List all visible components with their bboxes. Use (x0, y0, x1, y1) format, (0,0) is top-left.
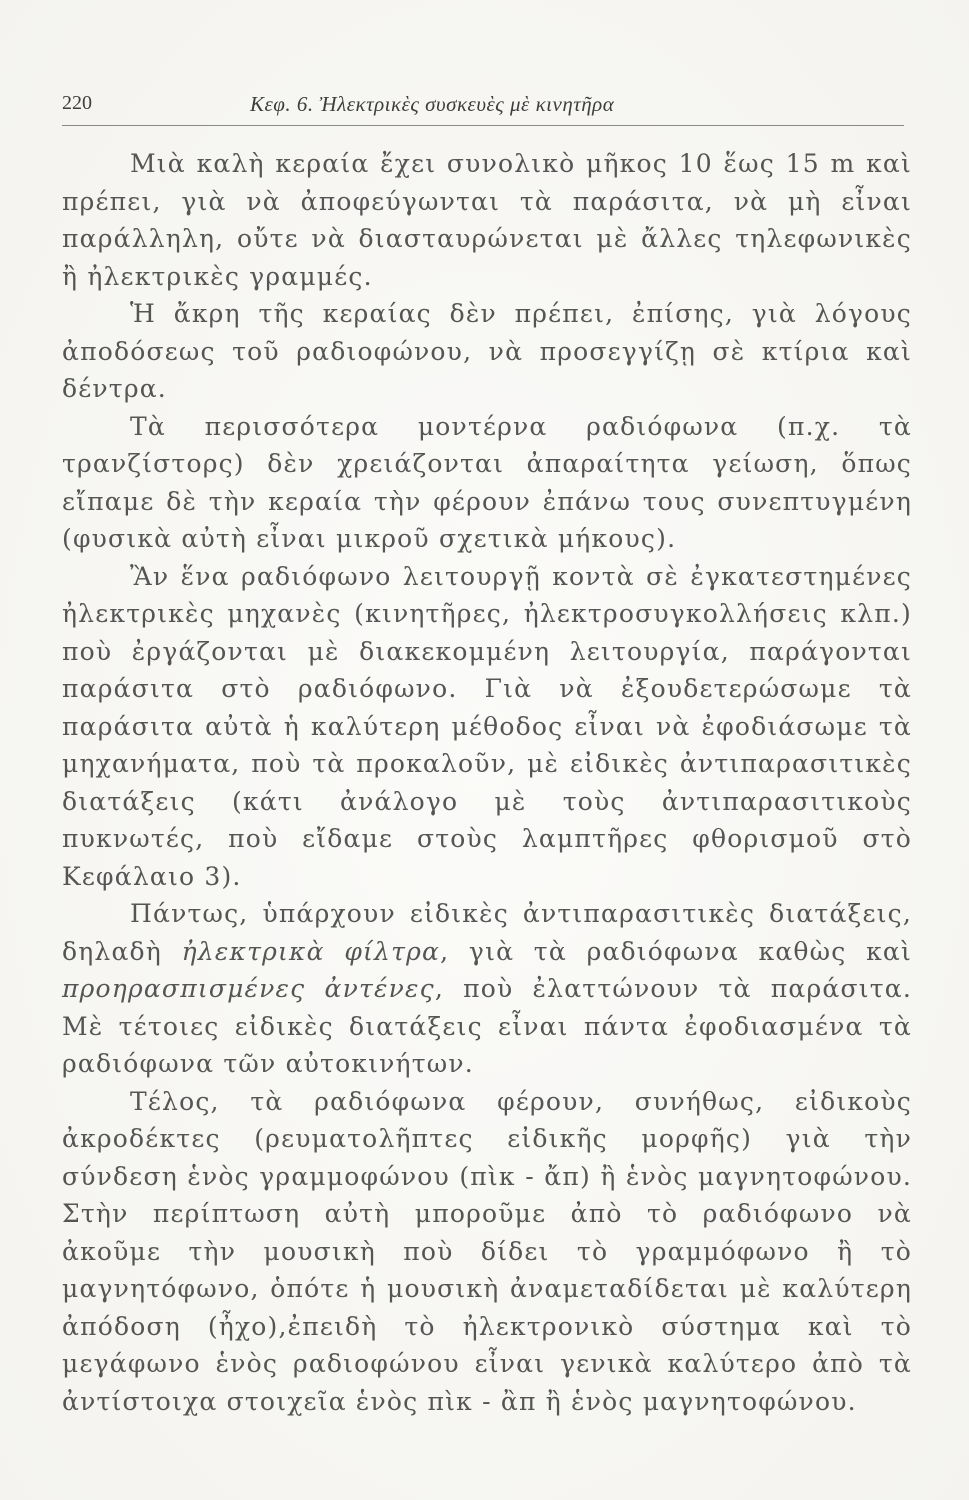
page-number: 220 (62, 92, 92, 114)
header-rule (62, 125, 904, 126)
text-run: Πάντως, ὑπάρχουν εἰδικὲς ἀντιπαρασιτικὲς διατάξεις, δηλαδὴ (62, 899, 912, 966)
emphasis-text: προηρασπισμένες ἀντένες (62, 974, 435, 1003)
paragraph: Ἡ ἄκρη τῆς κεραίας δὲν πρέπει, ἐπίσης, γιὰ λόγους ἀποδόσεως τοῦ ραδιοφώνου, νὰ προσεγγίζῃ σὲ κτίρια καὶ δέντρα. (62, 299, 912, 403)
text-run: , γιὰ τὰ ραδιόφωνα καθὼς καὶ (440, 936, 912, 966)
page-header (62, 92, 910, 124)
paragraph: Ἂν ἕνα ραδιόφωνο λειτουργῇ κοντὰ σὲ ἐγκατεστημένες ἠλεκτρικὲς μηχανὲς (κινητῆρες, ἠλεκτροσυγκολλήσεις κλπ.) ποὺ ἐργάζονται μὲ διακεκομμένη λειτουργία, παράγονται παράσιτα στὸ ραδιόφωνο. Γιὰ νὰ ἐξουδετερώσωμε τὰ παράσιτα αὐτὰ ἡ καλύτερη μέθοδος εἶναι νὰ ἐφοδιάσωμε τὰ μηχανήματα, ποὺ τὰ προκαλοῦν, μὲ εἰδικὲς ἀντιπαρασιτικὲς διατάξεις (κάτι ἀνάλογο μὲ τοὺς ἀντιπαρασιτικοὺς πυκνωτές, ποὺ εἴδαμε στοὺς λαμπτῆρες φθορισμοῦ στὸ Κεφάλαιο 3). (62, 561, 912, 891)
emphasis-text: ἠλεκτρικὰ φίλτρα (181, 936, 441, 966)
paragraph: Τὰ περισσότερα μοντέρνα ραδιόφωνα (π.χ. τὰ τρανζίστορς) δὲν χρειάζονται ἀπαραίτητα γείωση, ὅπως εἴπαμε δὲ τὴν κεραία τὴν φέρουν ἐπάνω τους συνεπτυγμένη (φυσικὰ αὐτὴ εἶναι μικροῦ σχετικὰ μήκους). (62, 411, 912, 553)
text-run: , ποὺ ἐλαττώνουν τὰ παράσιτα. Μὲ τέτοιες εἰδικὲς διατάξεις εἶναι πάντα ἐφοδιασμένα τὰ ραδιόφωνα τῶν αὐτοκινήτων. (62, 974, 912, 1078)
paragraph: Μιὰ καλὴ κεραία ἔχει συνολικὸ μῆκος 10 ἕως 15 m καὶ πρέπει, γιὰ νὰ ἀποφεύγωνται τὰ παράσιτα, νὰ μὴ εἶναι παράλληλη, οὔτε νὰ διασταυρώνεται μὲ ἄλλες τηλεφωνικὲς ἢ ἠλεκτρικὲς γραμμές. (62, 149, 912, 291)
paragraph: Τέλος, τὰ ραδιόφωνα φέρουν, συνήθως, εἰδικοὺς ἀκροδέκτες (ρευματολῆπτες εἰδικῆς μορφῆς) γιὰ τὴν σύνδεση ἑνὸς γραμμοφώνου (πὶκ - ἄπ) ἢ ἑνὸς μαγνητοφώνου. Στὴν περίπτωση αὐτὴ μποροῦμε ἀπὸ τὸ ραδιόφωνο νὰ ἀκοῦμε τὴν μουσικὴ ποὺ δίδει τὸ γραμμόφωνο ἢ τὸ μαγνητόφωνο, ὁπότε ἡ μουσικὴ ἀναμεταδίδεται μὲ καλύτερη ἀπόδοση (ἦχο),ἐπειδὴ τὸ ἠλεκτρονικὸ σύστημα καὶ τὸ μεγάφωνο ἑνὸς ραδιοφώνου εἶναι γενικὰ καλύτερο ἀπὸ τὰ ἀντίστοιχα στοιχεῖα ἑνὸς πὶκ - ἂπ ἢ ἑνὸς μαγνητοφώνου. (62, 1086, 912, 1416)
body-text (62, 145, 912, 1420)
paragraph (62, 895, 912, 1083)
running-head: Κεφ. 6. Ἠλεκτρικὲς συσκευὲς μὲ κινητῆρα (250, 92, 615, 116)
